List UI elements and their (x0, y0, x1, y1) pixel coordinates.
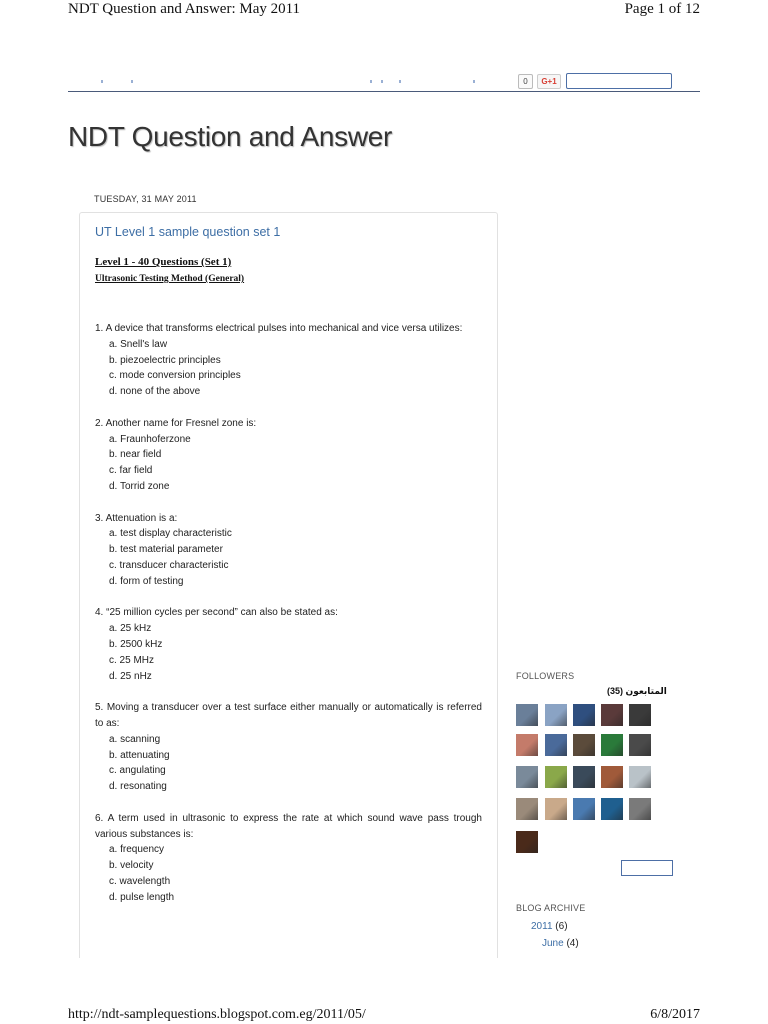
navbar-dot (381, 80, 383, 83)
navbar-dot (131, 80, 133, 83)
navbar-dot (370, 80, 372, 83)
answer-option: c. mode conversion principles (109, 370, 241, 382)
question-text: 1. A device that transforms electrical pulses into mechanical and vice versa utilizes: (95, 323, 463, 334)
archive-year-link[interactable]: 2011 (531, 921, 553, 932)
follower-avatar[interactable] (573, 734, 595, 756)
answer-option: a. Fraunhoferzone (109, 433, 191, 445)
follower-avatar[interactable] (629, 704, 651, 726)
print-header-title: NDT Question and Answer: May 2011 (68, 1, 301, 17)
archive-month-item (542, 938, 579, 949)
answer-option: c. transducer characteristic (109, 559, 229, 571)
question-list (95, 321, 482, 921)
follower-avatar[interactable] (573, 704, 595, 726)
answer-option: b. attenuating (109, 749, 170, 761)
follower-avatar[interactable] (601, 734, 623, 756)
answer-option: c. wavelength (109, 875, 171, 887)
question-text: 2. Another name for Fresnel zone is: (95, 417, 257, 429)
answer-option: a. Snell's law (109, 338, 168, 350)
follower-avatar[interactable] (601, 704, 623, 726)
follower-avatar[interactable] (516, 704, 538, 726)
answer-option: d. resonating (109, 781, 167, 793)
print-header-page-number: Page 1 of 12 (624, 1, 700, 17)
print-footer-url: http://ndt-samplequestions.blogspot.com.eg/2011/05/ (68, 1007, 366, 1022)
post-level-heading: Level 1 - 40 Questions (Set 1) (95, 256, 232, 268)
question-item (95, 511, 482, 590)
blog-title[interactable]: NDT Question and Answer (68, 121, 393, 152)
question-text: 3. Attenuation is a: (95, 512, 178, 524)
answer-option: d. pulse length (109, 891, 175, 903)
answer-option: b. 2500 kHz (109, 638, 163, 650)
plusone-count: 0 (518, 74, 533, 89)
follower-avatar[interactable] (601, 766, 623, 788)
answer-option: a. scanning (109, 733, 161, 745)
archive-month-count: (4) (566, 938, 579, 949)
follower-avatar[interactable] (545, 798, 567, 820)
archive-month-link[interactable]: June (542, 938, 564, 949)
answer-option: c. angulating (109, 765, 166, 777)
post-method-heading: Ultrasonic Testing Method (General) (95, 274, 245, 284)
answer-option: b. velocity (109, 860, 154, 872)
follower-avatar[interactable] (545, 766, 567, 788)
google-plus-one-button[interactable]: G+1 (537, 74, 561, 89)
follower-avatar[interactable] (516, 766, 538, 788)
navbar-dot (101, 80, 103, 83)
answer-option: b. near field (109, 449, 162, 461)
follower-avatar[interactable] (573, 766, 595, 788)
follower-avatar[interactable] (516, 734, 538, 756)
answer-option: d. Torrid zone (109, 480, 170, 492)
answer-option: a. frequency (109, 844, 165, 856)
follower-avatar[interactable] (516, 798, 538, 820)
blogger-navbar (68, 72, 700, 92)
question-item (95, 605, 482, 684)
navbar-search-input[interactable] (566, 73, 672, 89)
followers-heading: FOLLOWERS (516, 671, 575, 681)
navbar-dot (399, 80, 401, 83)
follow-button[interactable] (621, 860, 673, 876)
answer-option: d. none of the above (109, 386, 201, 398)
post-date: TUESDAY, 31 MAY 2011 (94, 194, 197, 204)
answer-option: c. 25 MHz (109, 654, 155, 666)
follower-avatar[interactable] (545, 734, 567, 756)
question-item (95, 321, 482, 400)
post-title-link[interactable]: UT Level 1 sample question set 1 (95, 225, 281, 239)
follower-avatar[interactable] (573, 798, 595, 820)
answer-option: b. piezoelectric principles (109, 354, 221, 366)
navbar-dot (473, 80, 475, 83)
question-item (95, 416, 482, 495)
follower-avatar[interactable] (601, 798, 623, 820)
answer-option: a. test display characteristic (109, 528, 232, 540)
followers-count-link[interactable]: المتابعون (35) (607, 686, 667, 696)
answer-option: c. far field (109, 465, 153, 477)
follower-avatar[interactable] (629, 798, 651, 820)
question-text: 5. Moving a transducer over a test surface either manually or automatically is referred to as: (95, 702, 482, 729)
question-text: 6. A term used in ultrasonic to express the rate at which sound wave pass trough various substances is: (95, 812, 482, 840)
print-footer-date: 6/8/2017 (650, 1007, 700, 1022)
follower-avatar[interactable] (629, 766, 651, 788)
answer-option: a. 25 kHz (109, 623, 152, 635)
archive-year-count: (6) (555, 921, 568, 932)
answer-option: d. form of testing (109, 575, 184, 587)
question-item (95, 811, 482, 906)
blog-archive-heading: BLOG ARCHIVE (516, 903, 586, 913)
follower-avatar[interactable] (629, 734, 651, 756)
follower-avatar[interactable] (516, 831, 538, 853)
post-container (79, 212, 498, 958)
question-text: 4. “25 million cycles per second” can also be stated as: (95, 607, 338, 619)
answer-option: b. test material parameter (109, 544, 223, 556)
answer-option: d. 25 nHz (109, 670, 152, 682)
follower-avatar[interactable] (545, 704, 567, 726)
question-item (95, 700, 482, 795)
archive-year-item (531, 921, 568, 932)
